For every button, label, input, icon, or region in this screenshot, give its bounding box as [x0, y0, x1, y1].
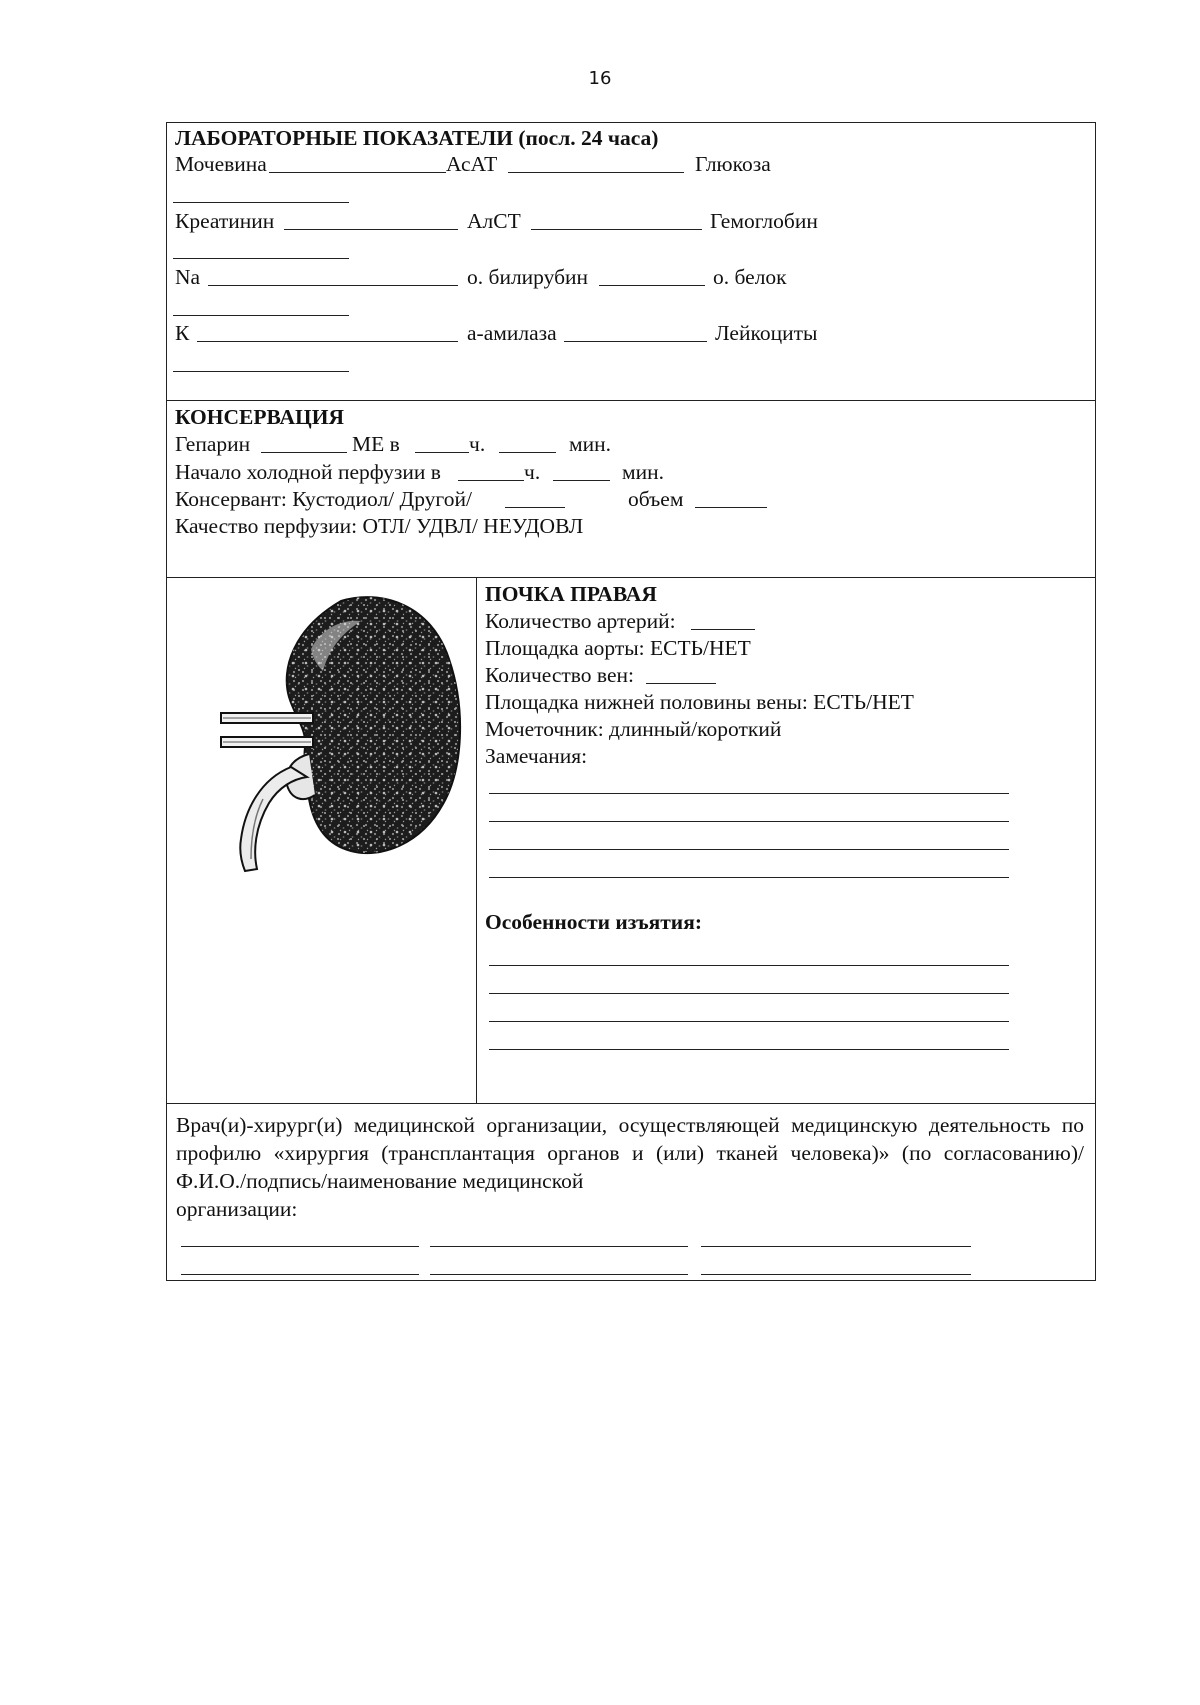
remarks-label: Замечания:	[485, 744, 588, 768]
cold-perfusion-min-blank	[553, 480, 610, 481]
lab-protein-label: о. белок	[713, 265, 787, 289]
conservation-heading: КОНСЕРВАЦИЯ	[175, 405, 344, 429]
signature-line	[701, 1274, 971, 1275]
remarks-line	[489, 793, 1009, 794]
volume-label: объем	[628, 487, 684, 511]
lab-alt-label: АлСТ	[467, 209, 521, 233]
lab-glucose-blank	[173, 202, 349, 203]
cold-perfusion-hour-blank	[458, 480, 524, 481]
heparin-me-label: МЕ в	[352, 432, 400, 456]
cold-perfusion-label: Начало холодной перфузии в	[175, 460, 441, 484]
organ-form	[166, 122, 1096, 1281]
section-divider	[167, 577, 1095, 578]
lab-bilirubin-blank	[599, 285, 705, 286]
lab-ast-label: АсАТ	[446, 152, 498, 176]
lab-amylase-label: а-амилаза	[467, 321, 557, 345]
signature-line	[701, 1246, 971, 1247]
lab-urea-blank	[269, 172, 446, 173]
section-divider	[167, 400, 1095, 401]
preservative-blank	[505, 507, 565, 508]
lab-urea-label: Мочевина	[175, 152, 267, 176]
volume-blank	[695, 507, 767, 508]
lab-bilirubin-label: о. билирубин	[467, 265, 589, 289]
features-line	[489, 965, 1009, 966]
vena-cava-patch-label: Площадка нижней половины вены: ЕСТЬ/НЕТ	[485, 690, 914, 714]
heparin-min-blank	[499, 452, 556, 453]
kidney-column-divider	[476, 577, 477, 1103]
kidney-illustration	[211, 589, 471, 879]
veins-blank	[646, 683, 716, 684]
lab-creatinine-blank	[284, 229, 458, 230]
lab-heading: ЛАБОРАТОРНЫЕ ПОКАЗАТЕЛИ (посл. 24 часа)	[175, 126, 659, 150]
page-number: 16	[588, 68, 612, 89]
lab-glucose-label: Глюкоза	[695, 152, 771, 176]
cold-perfusion-min-label: мин.	[622, 460, 664, 484]
preservative-label: Консервант: Кустодиол/ Другой/	[175, 487, 472, 511]
lab-hemoglobin-blank	[173, 258, 349, 259]
signature-text-main: Врач(и)-хирург(и) медицинской организации, осуществляющей медицинскую деятельность по профилю «хирургия (трансплантация органов и (или) тканей человека)» (по согласованию)/Ф.И.О./подпись/наименование медицинской	[176, 1113, 1084, 1193]
signature-text	[176, 1111, 1084, 1223]
signature-text-last: организации:	[176, 1197, 298, 1221]
remarks-line	[489, 849, 1009, 850]
lab-k-blank	[197, 341, 458, 342]
remarks-line	[489, 821, 1009, 822]
lab-hemoglobin-label: Гемоглобин	[710, 209, 818, 233]
aorta-patch-label: Площадка аорты: ЕСТЬ/НЕТ	[485, 636, 751, 660]
lab-protein-blank	[173, 315, 349, 316]
features-line	[489, 993, 1009, 994]
signature-line	[430, 1246, 688, 1247]
signature-line	[181, 1274, 419, 1275]
lab-leukocytes-label: Лейкоциты	[715, 321, 818, 345]
signature-line	[181, 1246, 419, 1247]
signature-line	[430, 1274, 688, 1275]
features-line	[489, 1021, 1009, 1022]
heparin-hour-label: ч.	[469, 432, 486, 456]
veins-label: Количество вен:	[485, 663, 634, 687]
lab-amylase-blank	[564, 341, 707, 342]
heparin-label: Гепарин	[175, 432, 251, 456]
signature-section	[167, 1103, 1095, 1282]
lab-ast-blank	[508, 172, 684, 173]
ureter-label: Мочеточник: длинный/короткий	[485, 717, 782, 741]
lab-creatinine-label: Креатинин	[175, 209, 275, 233]
lab-k-label: К	[175, 321, 190, 345]
lab-alt-blank	[531, 229, 702, 230]
perfusion-quality-label: Качество перфузии: ОТЛ/ УДВЛ/ НЕУДОВЛ	[175, 514, 584, 538]
lab-na-blank	[208, 285, 458, 286]
heparin-blank	[261, 452, 347, 453]
lab-na-label: Na	[175, 265, 201, 289]
arteries-blank	[691, 629, 755, 630]
kidney-heading: ПОЧКА ПРАВАЯ	[485, 582, 657, 606]
features-heading: Особенности изъятия:	[485, 910, 702, 934]
remarks-line	[489, 877, 1009, 878]
features-line	[489, 1049, 1009, 1050]
cold-perfusion-hour-label: ч.	[524, 460, 541, 484]
arteries-label: Количество артерий:	[485, 609, 676, 633]
heparin-min-label: мин.	[569, 432, 611, 456]
heparin-hour-blank	[415, 452, 469, 453]
lab-leukocytes-blank	[173, 371, 349, 372]
